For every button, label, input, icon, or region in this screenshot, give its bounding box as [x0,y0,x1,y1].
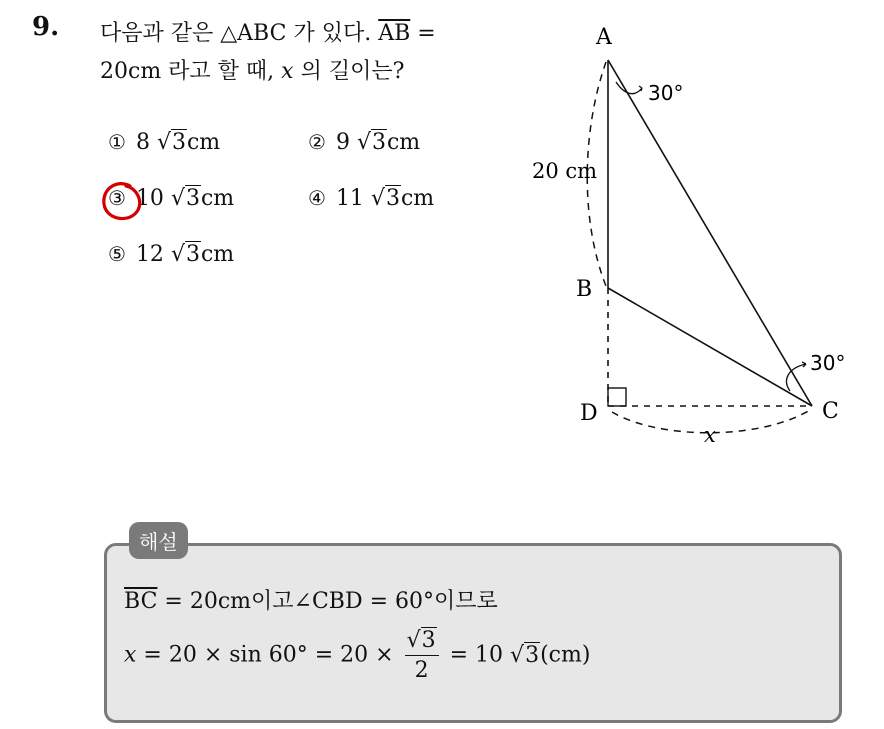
choice-coefficient: 8 [135,130,150,155]
equals-sign: = [417,21,436,46]
vertex-label-b: B [576,277,593,302]
choice-coefficient: 9 [335,130,350,155]
choice-unit: cm [200,242,235,267]
vertex-label-a: A [596,25,612,50]
choice-4[interactable] [308,186,434,211]
choice-coefficient: 10 [135,186,164,211]
segment-ac-line [608,60,812,406]
variable-x: x [124,642,137,668]
sqrt-symbol: √3 [170,186,200,211]
choice-unit: cm [200,186,235,211]
question-text-prefix: 다음과 같은 △ABC 가 있다. [100,21,372,46]
choice-marker: ⑤ [108,242,126,266]
fraction-denominator: 2 [414,658,429,683]
question-line-2 [100,54,404,85]
vertex-label-c: C [822,399,839,424]
choice-marker: ③ [108,186,126,210]
sqrt-symbol: √3 [356,130,386,155]
side-label-ab: 20 cm [532,159,598,183]
choice-1[interactable] [108,130,220,155]
solution-unit: (cm) [540,642,591,668]
vertex-label-d: D [580,401,598,426]
answer-selection-circle [100,180,144,224]
side-label-x: x [704,423,716,447]
radicand: 3 [371,130,386,155]
choice-2[interactable] [308,130,420,155]
choice-coefficient: 12 [135,242,164,267]
radicand: 3 [185,242,200,267]
sqrt-symbol: √3 [170,242,200,267]
segment-bc: $\overline{BC}$ [124,589,158,614]
radicand: 3 [421,628,436,653]
triangle-figure [520,20,860,450]
solution-tag: 해설 [129,522,188,559]
segment-bc-line [608,288,812,406]
radicand: 3 [171,130,186,155]
sqrt-symbol: √3 [510,642,540,668]
radicand: 3 [185,186,200,211]
solution-line-1 [124,584,498,615]
solution-line-2 [124,628,590,683]
choice-unit: cm [400,186,435,211]
fraction-numerator: √3 [405,628,439,656]
variable-x: x [281,59,294,84]
radicand: 3 [385,186,400,211]
choice-unit: cm [386,130,421,155]
question-value: 20cm 라고 할 때, [100,59,275,84]
fraction [405,628,439,683]
choice-unit: cm [186,130,221,155]
question-number: 9. [32,12,60,42]
angle-label-c: 30° [810,351,846,375]
solution-line-1-text: = 20cm이고∠CBD = 60°이므로 [164,589,498,614]
choice-5[interactable] [108,242,234,267]
choice-marker: ① [108,130,126,154]
segment-ab: $\overline{AB}$ [378,21,411,46]
question-line-1 [100,16,436,47]
question-suffix: 의 길이는? [300,59,405,84]
angle-label-a: 30° [648,81,684,105]
solution-result: = 10 [449,642,504,668]
solution-expression: = 20 × sin 60° = 20 × [143,642,394,668]
choice-marker: ④ [308,186,326,210]
choice-coefficient: 11 [335,186,364,211]
choice-marker: ② [308,130,326,154]
right-angle-mark [608,388,626,406]
sqrt-symbol: √3 [156,130,186,155]
angle-arc-a [616,82,642,94]
sqrt-symbol: √3 [370,186,400,211]
radicand: 3 [525,642,540,668]
